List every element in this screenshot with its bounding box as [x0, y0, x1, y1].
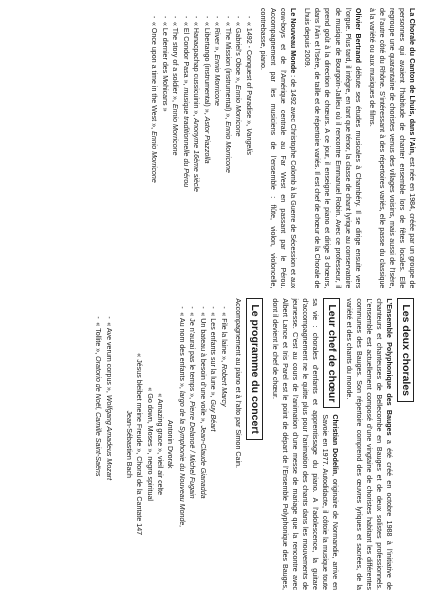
program-composer: Ennio Morricone	[213, 54, 222, 106]
nouveau-monde-paragraph	[258, 8, 298, 288]
dodelin-paragraph	[270, 298, 340, 590]
program-item	[191, 16, 201, 288]
program-item	[177, 306, 187, 590]
program-composer: Pierre Delanoë / Michel Fugain	[188, 401, 197, 499]
bullet-mark: -	[171, 16, 180, 19]
program-composer: Ennio Morricone	[234, 84, 243, 137]
program-item	[223, 16, 233, 288]
bertrand-lead: Olivier Bertrand	[353, 8, 362, 64]
program-composer: Guy Béart	[209, 399, 218, 432]
bullet-mark: -	[177, 306, 186, 309]
section-title-chef: Leur chef de chœur	[324, 298, 341, 408]
bullet-mark: -	[105, 316, 114, 319]
program-work: « Libertango (instrumental) »,	[202, 22, 211, 117]
section-title-choirs: Les deux chorales	[397, 298, 414, 402]
center-lines	[124, 298, 174, 590]
program-composer: Ennio Morricone	[223, 121, 232, 173]
lhuis-lead: La Chorale du Canton de Lhuis, dans l’Ain,	[408, 8, 416, 155]
program-composer: Ennio Morricone	[171, 103, 180, 156]
center-line: « Jésus bleibet meine Freude », Choral de la Cantate 147	[135, 353, 144, 536]
program-composer: Astor Piazzolla	[202, 116, 211, 164]
program-item	[244, 16, 254, 288]
right-program-list	[177, 298, 229, 590]
program-item	[104, 316, 114, 590]
accompaniment-note: Accompagnement au piano et à l’alto par Simon Cain.	[234, 298, 243, 468]
bullet-mark: -	[192, 16, 201, 19]
nouveau-monde-lead: Le Nouveau Monde	[289, 8, 298, 74]
bertrand-paragraph	[302, 8, 362, 288]
center-line: « Amazing grace », vieil air celte	[155, 393, 164, 496]
program-work: « Once upon a time in the West »,	[150, 22, 158, 132]
program-work: « Tollite »,	[94, 322, 103, 357]
bullet-mark: -	[94, 316, 103, 319]
program-work: « Gabriel’s Oboe »,	[234, 22, 243, 85]
program-item	[160, 16, 170, 288]
center-line: Antonin Dvorak	[165, 419, 174, 469]
nouveau-monde-text: : de 1492 avec Christophe Colomb à la Guerre de Sécession et aux cow-boys et de l’Amérique centrale au Far West en passant par le Pérou. Accompagnement par les musiciens de l’ensemble : flûte, violon, violoncelle, contrebasse, piano.	[259, 8, 298, 289]
program-item	[170, 16, 180, 288]
program-composer: Ennio Morricone	[150, 131, 158, 183]
bullet-mark: -	[223, 16, 232, 19]
center-line: Jean-Sébastien Bach	[125, 410, 134, 478]
bertrand-text: débute ses études musicales à Chambéry. Il se dirige ensuite vers l’orgue. Plus tard, il intègre, en tant que ténor, la classe de chant lyrique au conservatoire de musique de Bourgoin-Jallieu où il rencontre Emmanuel Robin. Avec ce professeur, il prend goût à la direction de chœurs. A ce jour, il enseigne le piano et dirige 3 chœurs, dans l’Ain et l’Isère, de taille et de répertoire variés. Il est chef de chœur de la Chorale de Lhuis depuis 2009.	[303, 8, 362, 289]
program-work: « Le dernier des Mohicans »	[160, 22, 169, 112]
bullet-mark: -	[181, 16, 190, 19]
bullet-mark: -	[213, 16, 222, 19]
program-composer: Vangelis	[245, 128, 254, 156]
program-work: « Je n’aurai pas le temps »,	[188, 312, 197, 402]
program-composer: Wolfgang Amadeus Mozart	[105, 394, 114, 481]
program-item	[93, 316, 103, 590]
program-work: « The Mission (instrumental) »,	[223, 22, 232, 122]
lhuis-paragraph	[367, 8, 417, 288]
program-composer: musique traditionnelle du Pérou	[181, 87, 190, 188]
dodelin-text: , originaire de Normandie, arrive en Savoie en 1977. Autodidacte, il côtoie la musique toute sa vie : chorales d’enfants et apprentissage du piano. A l’adolescence, la guitare d’accompagnement ne le quitte plus pour l’animation des chants dans les mouvements de jeunesse. C’est au cours de l’animation d’une messe de mariage que la rencontre avec Albert Lance et Iris Parel est le point de départ de l’Ensemble Polyphonique des Bauges, dont il devient le chef de chœur.	[270, 298, 340, 590]
bullet-mark: -	[234, 16, 243, 19]
bullet-mark: -	[209, 306, 218, 309]
center-line: « Go down, Moses », negro spiritual	[145, 387, 154, 501]
program-header	[243, 298, 266, 590]
program-work: « Les enfants sur la lune »,	[209, 312, 218, 400]
program-item	[212, 16, 222, 288]
program-item	[149, 16, 159, 288]
dodelin-lead: Christian Dodelin	[331, 414, 340, 475]
lhuis-text: est née en 1984, créée par un groupe de personnes qui avaient l’habitude de chanter ensemble lors de fêtes locales. Elle regroupe une quarantaine de choristes venus des villages voisins, mais aussi de l’Isère, de l’autre côté du Rhône. S’intéressant à des répertoires variés, elle passe du classique à la variété ou aux musiques de films.	[367, 8, 416, 289]
program-item	[202, 16, 212, 288]
bullet-mark: -	[245, 16, 254, 19]
program-work: « River »,	[213, 22, 222, 55]
program-composer: Robert Marcy	[220, 364, 228, 407]
program-work: « Ave verum corpus »,	[105, 322, 114, 395]
left-program-list	[149, 8, 254, 288]
program-work: « The story of a soldier »,	[171, 22, 180, 104]
program-work: « File la laine »,	[220, 312, 228, 365]
program-composer: Oratorio de Noël, Camille Saint-Saëns	[94, 356, 103, 477]
program-item	[219, 306, 229, 590]
bullet-mark: -	[198, 306, 207, 309]
bullet-mark: -	[150, 16, 158, 19]
left-column	[6, 8, 417, 288]
right-column	[6, 298, 417, 590]
program-item	[233, 16, 243, 288]
program-item	[187, 306, 197, 590]
program-work: « Hanacpachap cussicuinin »,	[192, 22, 201, 119]
program-work: « El Condor Pasa »,	[181, 22, 190, 88]
program-work: « 1492 - Conquest of Paradise »,	[245, 22, 254, 129]
columns	[6, 8, 417, 590]
bauges-lead: L’Ensemble Polyphonique des Bauges	[385, 298, 394, 436]
section-title-program: Le programme du concert	[246, 298, 263, 440]
program-item	[208, 306, 218, 590]
program-item	[198, 306, 208, 590]
program-item	[181, 16, 191, 288]
program-composer: largo de la Symphonie du Nouveau Monde,	[177, 390, 186, 528]
program-work: « Un bateau à besoin d’une voile »,	[198, 312, 207, 426]
tail-program-list	[93, 298, 114, 590]
program-composer: Anonyme 16ème siècle	[192, 118, 201, 192]
bullet-mark: -	[188, 306, 197, 309]
bullet-mark: -	[220, 306, 228, 309]
bullet-mark: -	[160, 16, 169, 19]
bauges-text: a été créé en octobre 1988 à l’initiative de chanteurs et chanteuses de Bellecombe en Bauges et de deux solistes professionnels. L’ensemble est actuellement composé d’une vingtaine de choristes habitant les différentes communes des Bauges. Son répertoire comprend des œuvres lyriques et sacrées, de la variété et des chants du monde.	[345, 298, 394, 590]
bullet-mark: -	[202, 16, 211, 19]
program-work: « Au nom des enfants »,	[177, 312, 186, 391]
bauges-paragraph	[344, 298, 394, 590]
program-composer: Jean-Claude Gianadda	[198, 425, 207, 499]
